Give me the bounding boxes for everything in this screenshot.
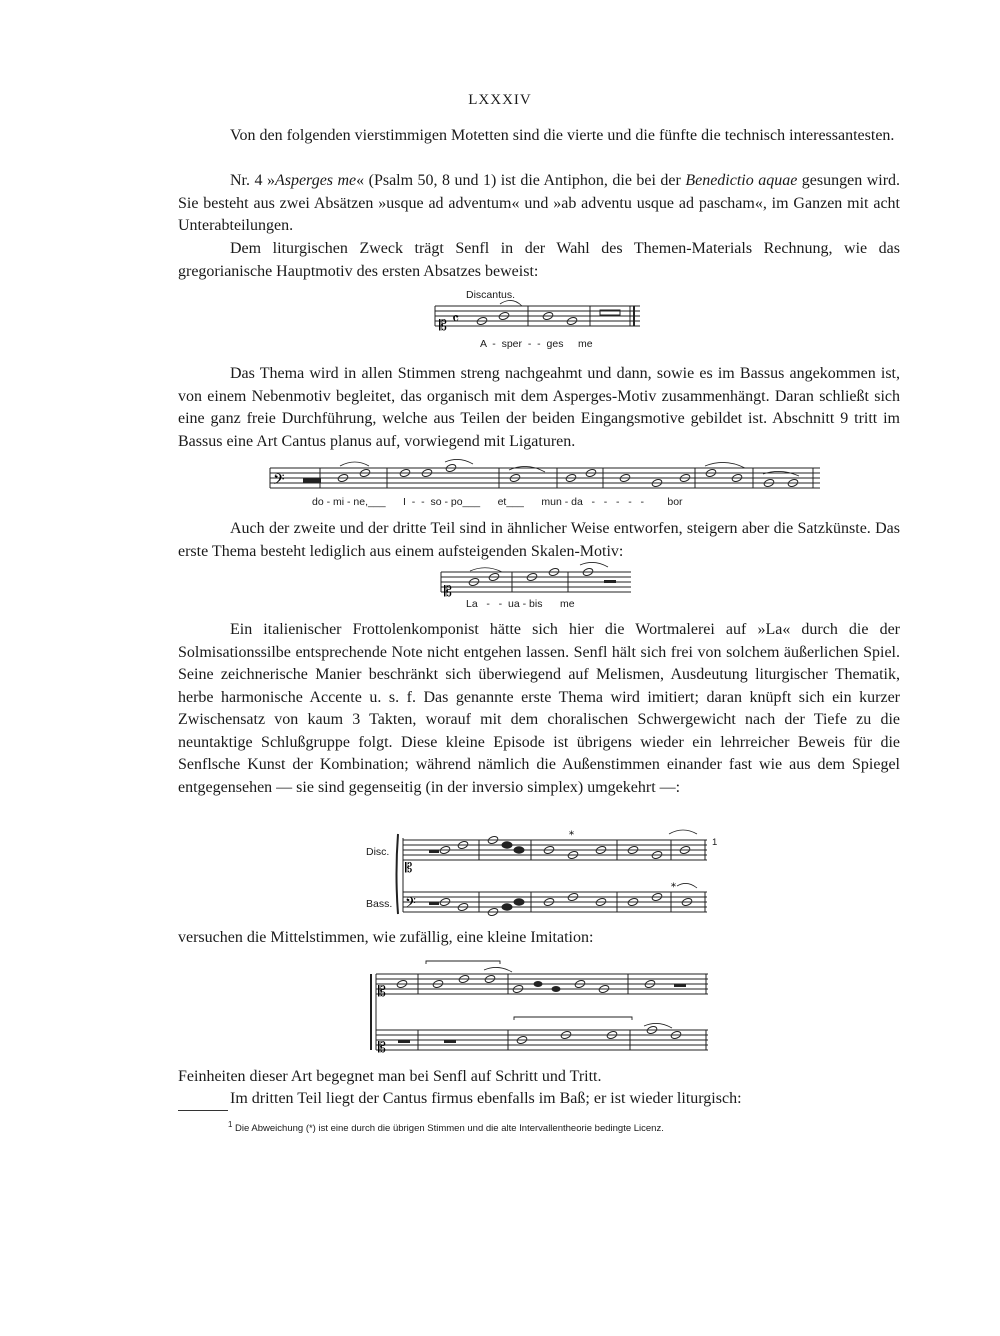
paragraph-6-text: Ein italienischer Frottolenkomponist hätte sich hier die Wortmalerei auf »La« durch die der Solmisationssilbe entsprechende Note nicht entgehen lassen. Senfl hält sich frei von solchem äußerlichen Spiel. Seine zeichnerische Manier beschränkt sich überwiegend auf Melismen, Ausdeutung liturgischer Thematik, herbe harmonische Accente u. s. f. Das genannte erste Thema wird imitiert; daran knüpft sich ein kurzer Zwischensatz von kaum 3 Takten, worauf mit dem choralischen Schwergewicht nach der Tiefe zu die neuntaktige Schlußgruppe folgt. Diese kleine Episode ist übrigens wieder ein lehrreicher Beweis für die Senflsche Kunst der Kombination; während nämlich die Außenstimmen einander fast wie aus dem Spiegel entgegensehen — sie sind gegenseitig (in der inversio simplex) umgekehrt —: — [178, 621, 900, 796]
paragraph-2-text-b: « (Psalm 50, 8 und 1) ist die Antiphon, die bei der — [356, 172, 686, 189]
example-1-voice-label: Discantus. — [466, 289, 516, 301]
paragraph-3 — [178, 238, 900, 283]
paragraph-7 — [178, 927, 900, 950]
paragraph-6 — [178, 619, 900, 799]
example-3-staff — [436, 562, 636, 602]
example-2-staff — [265, 458, 825, 498]
paragraph-7-text: versuchen die Mittelstimmen, wie zufällig, eine kleine Imitation: — [178, 929, 594, 946]
example-4-system — [395, 828, 718, 920]
svg-text:𝄡: 𝄡 — [378, 1040, 386, 1056]
svg-text:*: * — [569, 830, 574, 841]
example-5-system — [368, 960, 713, 1056]
motet-title: Asperges me — [274, 172, 357, 189]
paragraph-5-text: Auch der zweite und der dritte Teil sind in ähnlicher Weise entworfen, steigern aber die Satzkünste. Das erste Thema besteht lediglich aus einem aufsteigenden Skalen-Motiv: — [178, 520, 900, 560]
paragraph-9 — [178, 1088, 900, 1111]
example-2-lyrics: do - mi - ne,___ I - - so - po___ et___ mun - da - - - - - bor — [312, 496, 683, 508]
paragraph-1-text: Von den folgenden vierstimmigen Motetten sind die vierte und die fünfte die technisch interessantesten. — [230, 127, 895, 144]
svg-text:*: * — [671, 882, 676, 893]
svg-text:𝄢: 𝄢 — [273, 471, 285, 492]
footnote-marker-ref: 1 — [712, 837, 718, 848]
svg-text:𝄡: 𝄡 — [439, 318, 447, 334]
paragraph-4 — [178, 363, 900, 453]
example-3-lyrics: La - - ua - bis me — [466, 598, 575, 610]
svg-text:𝄢: 𝄢 — [405, 895, 416, 915]
footnote-separator — [178, 1110, 228, 1111]
paragraph-3-text: Dem liturgischen Zweck trägt Senfl in der Wahl des Themen-Materials Rechnung, wie das gregorianische Hauptmotiv des ersten Absatzes beweist: — [178, 240, 900, 280]
bass-voice-label: Bass. — [366, 898, 393, 910]
disc-voice-label: Disc. — [366, 846, 390, 858]
footnote-text: Die Abweichung (*) ist eine durch die übrigen Stimmen und die alte Intervallentheorie bedingte Licenz. — [235, 1123, 664, 1135]
svg-text:𝄡: 𝄡 — [378, 984, 386, 1000]
svg-text:𝄡: 𝄡 — [405, 861, 413, 876]
paragraph-9-text: Im dritten Teil liegt der Cantus firmus ebenfalls im Baß; er ist wieder liturgisch: — [230, 1090, 742, 1107]
paragraph-8 — [178, 1066, 900, 1089]
example-1-lyrics: A - sper - - ges me — [480, 338, 593, 350]
paragraph-1 — [178, 125, 900, 148]
page-number: LXXXIV — [468, 92, 532, 108]
paragraph-4-text: Das Thema wird in allen Stimmen streng nachgeahmt und dann, sowie es im Bassus angekommen ist, von einem Nebenmotiv begleitet, das organisch mit dem Asperges-Motiv zusammenhängt. Daran schließt sich eine ganz freie Durchführung, welche aus Teilen der beiden Eingangsmotive gebildet ist. Abschnitt 9 tritt im Bassus eine Art Cantus planus auf, vorwiegend mit Ligaturen. — [178, 365, 900, 450]
benedictio-title: Benedictio aquae — [685, 172, 798, 189]
footnote-marker: 1 — [228, 1120, 233, 1129]
svg-text:𝄴: 𝄴 — [452, 309, 460, 328]
paragraph-2 — [178, 170, 900, 238]
example-1-staff — [430, 296, 645, 336]
footnote — [228, 1120, 908, 1134]
paragraph-2-text-a: Nr. 4 » — [230, 172, 275, 189]
paragraph-2-text-c: gesungen wird. Sie besteht aus zwei Absätzen »usque ad adventum« und »ab adventu usque ad pascham«, im Ganzen mit acht Unterabteilungen. — [178, 172, 901, 234]
paragraph-5 — [178, 518, 900, 563]
svg-text:𝄡: 𝄡 — [444, 584, 452, 600]
paragraph-8-text: Feinheiten dieser Art begegnet man bei Senfl auf Schritt und Tritt. — [178, 1068, 602, 1085]
